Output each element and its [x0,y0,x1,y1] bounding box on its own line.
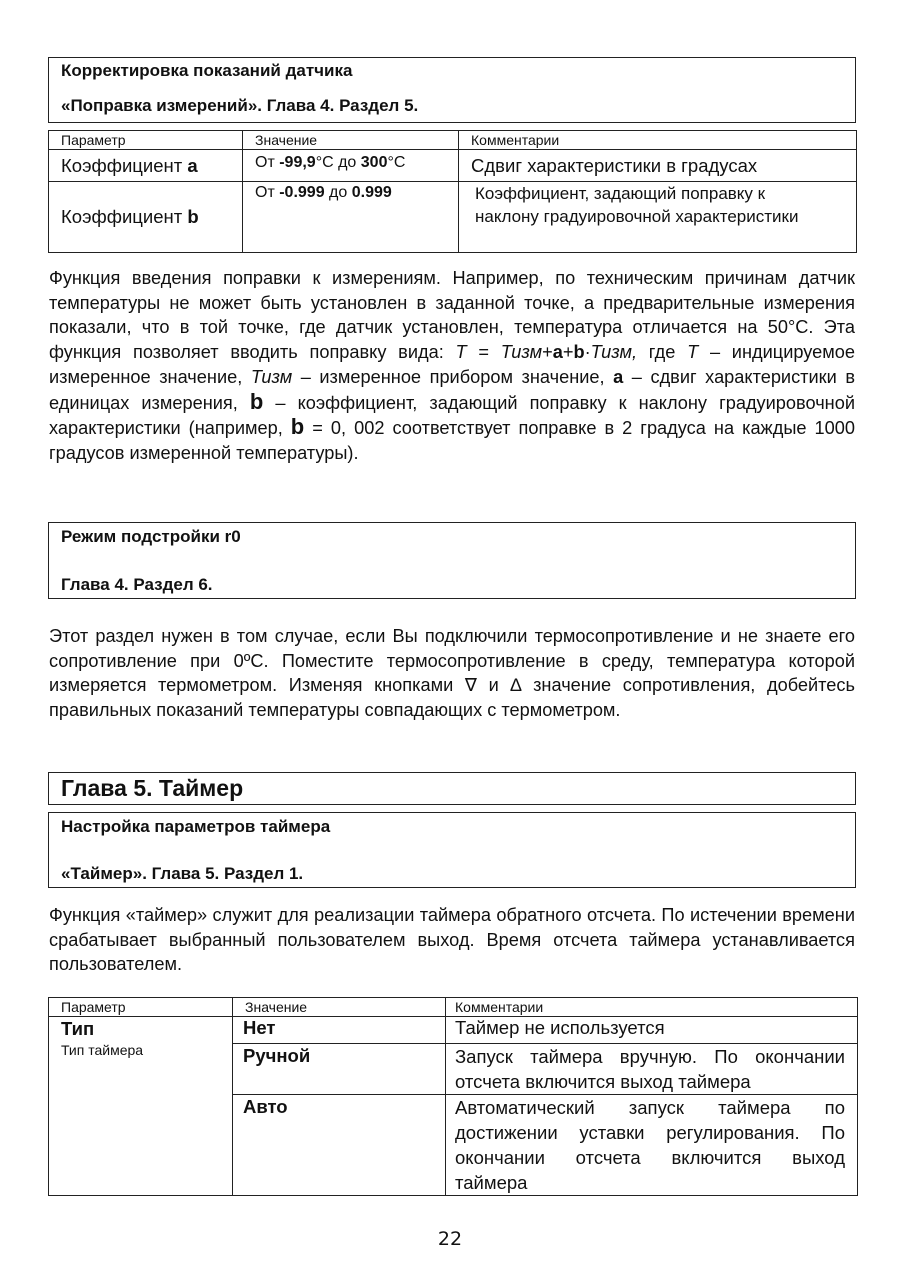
section-reference: «Поправка измерений». Глава 4. Раздел 5. [61,96,419,115]
table-header-row [49,998,858,1017]
correction-description: Функция введения поправки к измерениям. Например, по техническим причинам датчик температуры не может быть установлен в заданной точке, а предварительные измерения показали, что в той точке, где датчик установлен, температура отличается на 50°C. Эта функция позволяет вводить поправку вида: T = Тизм+a+b·Тизм, где T – индицируемое измеренное значение, Тизм – измеренное прибором значение, a – сдвиг характеристики в единицах измерения, b – коэффициент, задающий поправку к наклону градуировочной характеристики (например, b = 0, 002 соответствует поправке в 2 градуса на каждые 1000 градусов измеренной температуры). [49,268,856,463]
section-title: Корректировка показаний датчика [61,61,353,80]
comment-cell: Таймер не используется [446,1017,858,1044]
table-row [49,1017,858,1044]
value-cell: От -0.999 до 0.999 [243,182,459,253]
section-reference: Глава 4. Раздел 6. [61,575,213,594]
timer-description: Функция «таймер» служит для реализации таймера обратного отсчета. По истечении времени срабатывает выбранный пользователем выход. Время отсчета таймера устанавливается пользователем. [49,905,855,975]
param-cell [49,1017,233,1196]
column-header: Комментарии [446,998,858,1017]
correction-parameters-table [48,130,857,253]
column-header: Значение [233,998,446,1017]
comment-cell: Автоматический запуск таймера по достижении уставки регулирования. По окончании отсчета включится выход таймера [446,1095,858,1196]
comment-cell: Сдвиг характеристики в градусах [459,150,857,182]
section-title: Режим подстройки r0 [61,527,241,546]
chapter-title: Глава 5. Таймер [61,775,244,801]
section-reference: «Таймер». Глава 5. Раздел 1. [61,864,304,883]
section-header-r0-tuning [48,522,856,599]
param-name: Тип [61,1018,95,1039]
column-header: Комментарии [459,131,857,150]
timer-parameters-table [48,997,858,1196]
r0-tuning-description: Этот раздел нужен в том случае, если Вы подключили термосопротивление и не знаете его сопротивление при 0ºC. Поместите термосопротивление в среду, температура которой измеряется термометром. Изменяя кнопками ∇ и ∆ значение сопротивления, добейтесь правильных показаний температуры совпадающих с термометром. [49,626,855,721]
section-header-timer-settings [48,812,856,888]
value-cell: Ручной [233,1044,446,1095]
value-cell: Нет [233,1017,446,1044]
param-description: Тип таймера [61,1042,144,1058]
table-row [49,150,857,182]
column-header: Параметр [49,131,243,150]
table-header-row [49,131,857,150]
section-title: Настройка параметров таймера [61,817,331,836]
param-cell: Коэффициент a [49,150,243,182]
value-cell: Авто [233,1095,446,1196]
column-header: Параметр [49,998,233,1017]
chapter-title-box [48,772,856,805]
table-row [49,182,857,253]
section-header-sensor-correction [48,57,856,123]
comment-cell: Запуск таймера вручную. По окончании отсчета включится выход таймера [446,1044,858,1095]
param-cell: Коэффициент b [49,182,243,253]
comment-cell: Коэффициент, задающий поправку к наклону градуировочной характеристики [459,182,857,253]
column-header: Значение [243,131,459,150]
value-cell: От -99,9°C до 300°C [243,150,459,182]
page-number: 22 [437,1228,463,1250]
